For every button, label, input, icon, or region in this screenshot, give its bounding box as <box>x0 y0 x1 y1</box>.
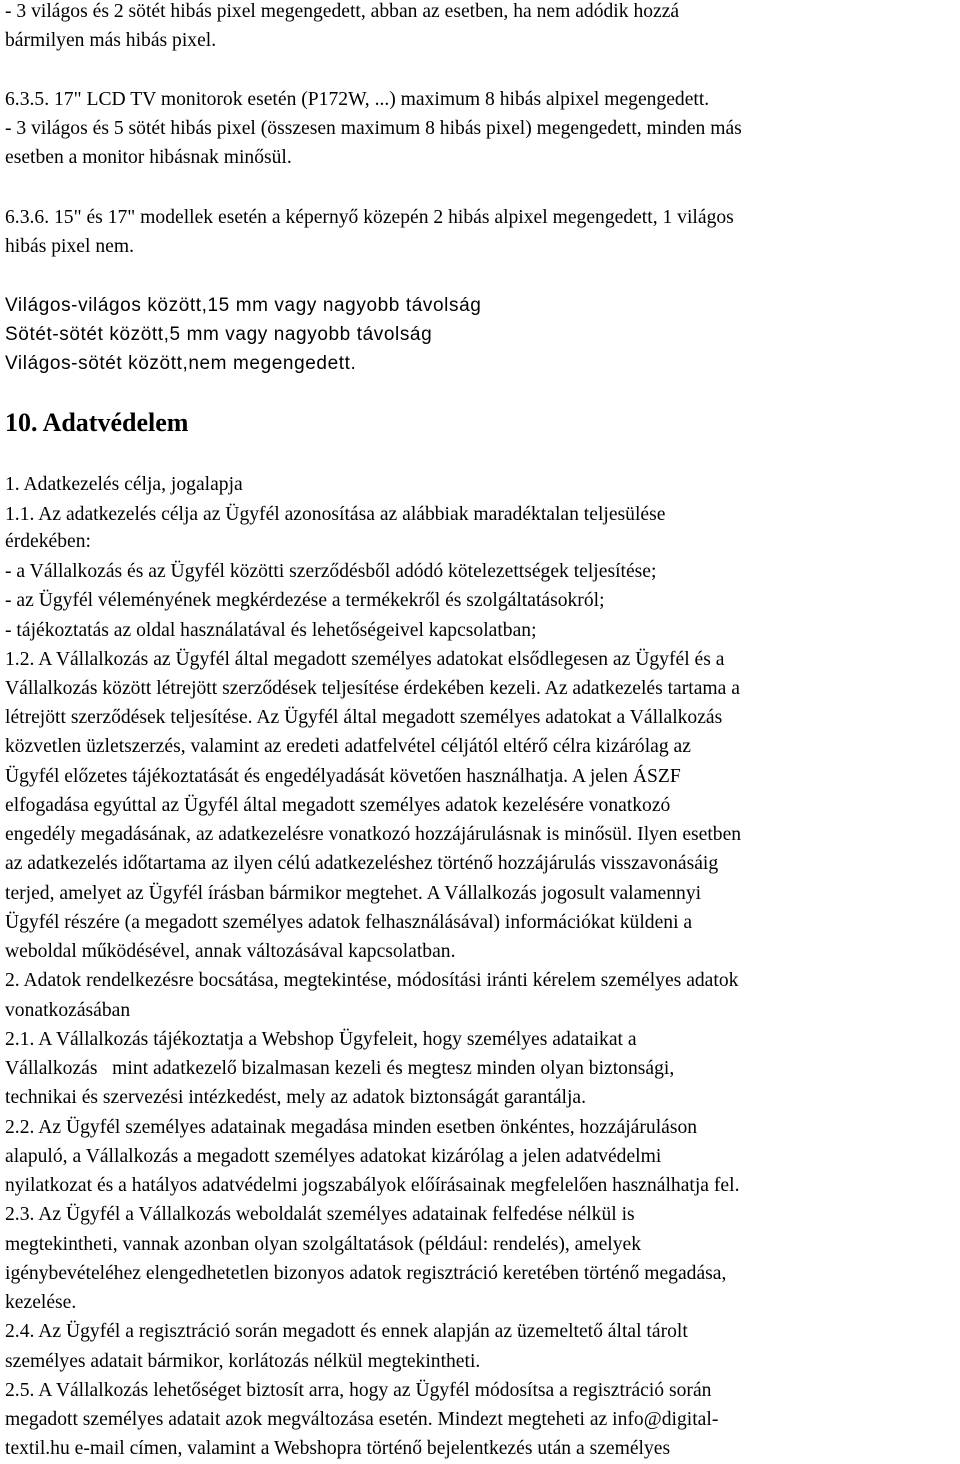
text-line: Világos-világos között,15 mm vagy nagyobb távolság <box>5 295 482 316</box>
text-line: elfogadása egyúttal az Ügyfél által megadott személyes adatok kezelésére vonatkozó <box>5 795 671 816</box>
text-line: Ügyfél részére (a megadott személyes adatok felhasználásával) információkat küldeni a <box>5 912 693 933</box>
text-line: 6.3.6. 15" és 17" modellek esetén a képernyő közepén 2 hibás alpixel megengedett, 1 világos <box>5 207 734 228</box>
text-line: - 3 világos és 5 sötét hibás pixel (összesen maximum 8 hibás pixel) megengedett, minden más <box>5 118 742 139</box>
text-line: igénybevételéhez elengedhetetlen bizonyos adatok regisztráció keretében történő megadása, <box>5 1263 727 1284</box>
subsection-heading: 1. Adatkezelés célja, jogalapja <box>5 474 243 495</box>
text-line: közvetlen üzletszerzés, valamint az eredeti adatfelvétel céljától eltérő célra kizárólag az <box>5 736 691 757</box>
text-line: Vállalkozás között létrejött szerződések teljesítése érdekében kezeli. Az adatkezelés tartama a <box>5 678 740 699</box>
text-line: személyes adatait bármikor, korlátozás nélkül megtekintheti. <box>5 1351 481 1372</box>
text-line: - tájékoztatás az oldal használatával és lehetőségeivel kapcsolatban; <box>5 620 537 641</box>
text-line: weboldal működésével, annak változásával kapcsolatban. <box>5 941 456 962</box>
text-line: alapuló, a Vállalkozás a megadott személyes adatokat kizárólag a jelen adatvédelmi <box>5 1146 662 1167</box>
text-line: nyilatkozat és a hatályos adatvédelmi jogszabályok előírásainak megfelelően használhatja fel. <box>5 1175 740 1196</box>
text-line: bármilyen más hibás pixel. <box>5 30 217 51</box>
text-line: érdekében: <box>5 531 91 552</box>
text-line: 2. Adatok rendelkezésre bocsátása, megtekintése, módosítási iránti kérelem személyes adatok <box>5 970 739 991</box>
text-line: 1.1. Az adatkezelés célja az Ügyfél azonosítása az alábbiak maradéktalan teljesülése <box>5 504 666 525</box>
section-heading: 10. Adatvédelem <box>5 408 189 437</box>
text-line: - a Vállalkozás és az Ügyfél közötti szerződésből adódó kötelezettségek teljesítése; <box>5 561 657 582</box>
text-line: Sötét-sötét között,5 mm vagy nagyobb távolság <box>5 324 433 345</box>
text-line: megadott személyes adatait azok megváltozása esetén. Mindezt megteheti az info@digital- <box>5 1409 719 1430</box>
text-line: 1.2. A Vállalkozás az Ügyfél által megadott személyes adatokat elsődlegesen az Ügyfél és a <box>5 649 725 670</box>
text-line: esetben a monitor hibásnak minősül. <box>5 147 292 168</box>
text-line: Vállalkozás mint adatkezelő bizalmasan kezeli és megtesz minden olyan biztonsági, <box>5 1058 675 1079</box>
text-line: 2.2. Az Ügyfél személyes adatainak megadása minden esetben önkéntes, hozzájáruláson <box>5 1117 698 1138</box>
text-line: Világos-sötét között,nem megengedett. <box>5 353 357 374</box>
text-line: engedély megadásának, az adatkezelésre vonatkozó hozzájárulásnak is minősül. Ilyen esetben <box>5 824 742 845</box>
text-line: hibás pixel nem. <box>5 236 134 257</box>
text-line: textil.hu e-mail címen, valamint a Webshopra történő bejelentkezés után a személyes <box>5 1438 671 1459</box>
text-line: 2.5. A Vállalkozás lehetőséget biztosít arra, hogy az Ügyfél módosítsa a regisztráció során <box>5 1380 712 1401</box>
text-line: terjed, amelyet az Ügyfél írásban bármikor megtehet. A Vállalkozás jogosult valamennyi <box>5 883 702 904</box>
text-line: kezelése. <box>5 1292 77 1313</box>
text-line: Ügyfél előzetes tájékoztatását és engedélyadását követően használhatja. A jelen ÁSZF <box>5 766 681 787</box>
text-line: 2.4. Az Ügyfél a regisztráció során megadott és ennek alapján az üzemeltető által tárolt <box>5 1321 688 1342</box>
text-line: - 3 világos és 2 sötét hibás pixel megengedett, abban az esetben, ha nem adódik hozzá <box>5 1 680 22</box>
text-line: megtekintheti, vannak azonban olyan szolgáltatások (például: rendelés), amelyek <box>5 1234 642 1255</box>
text-line: az adatkezelés időtartama az ilyen célú adatkezeléshez történő hozzájárulás visszavonásáig <box>5 853 719 874</box>
text-line: 2.3. Az Ügyfél a Vállalkozás weboldalát személyes adatainak felfedése nélkül is <box>5 1204 635 1225</box>
text-line: létrejött szerződések teljesítése. Az Ügyfél által megadott személyes adatokat a Vállalkozás <box>5 707 723 728</box>
text-line: 6.3.5. 17" LCD TV monitorok esetén (P172W, ...) maximum 8 hibás alpixel megengedett. <box>5 89 710 110</box>
text-line: - az Ügyfél véleményének megkérdezése a termékekről és szolgáltatásokról; <box>5 590 605 611</box>
text-line: technikai és szervezési intézkedést, mely az adatok biztonságát garantálja. <box>5 1087 587 1108</box>
text-line: vonatkozásában <box>5 1000 131 1021</box>
text-line: 2.1. A Vállalkozás tájékoztatja a Webshop Ügyfeleit, hogy személyes adataikat a <box>5 1029 637 1050</box>
